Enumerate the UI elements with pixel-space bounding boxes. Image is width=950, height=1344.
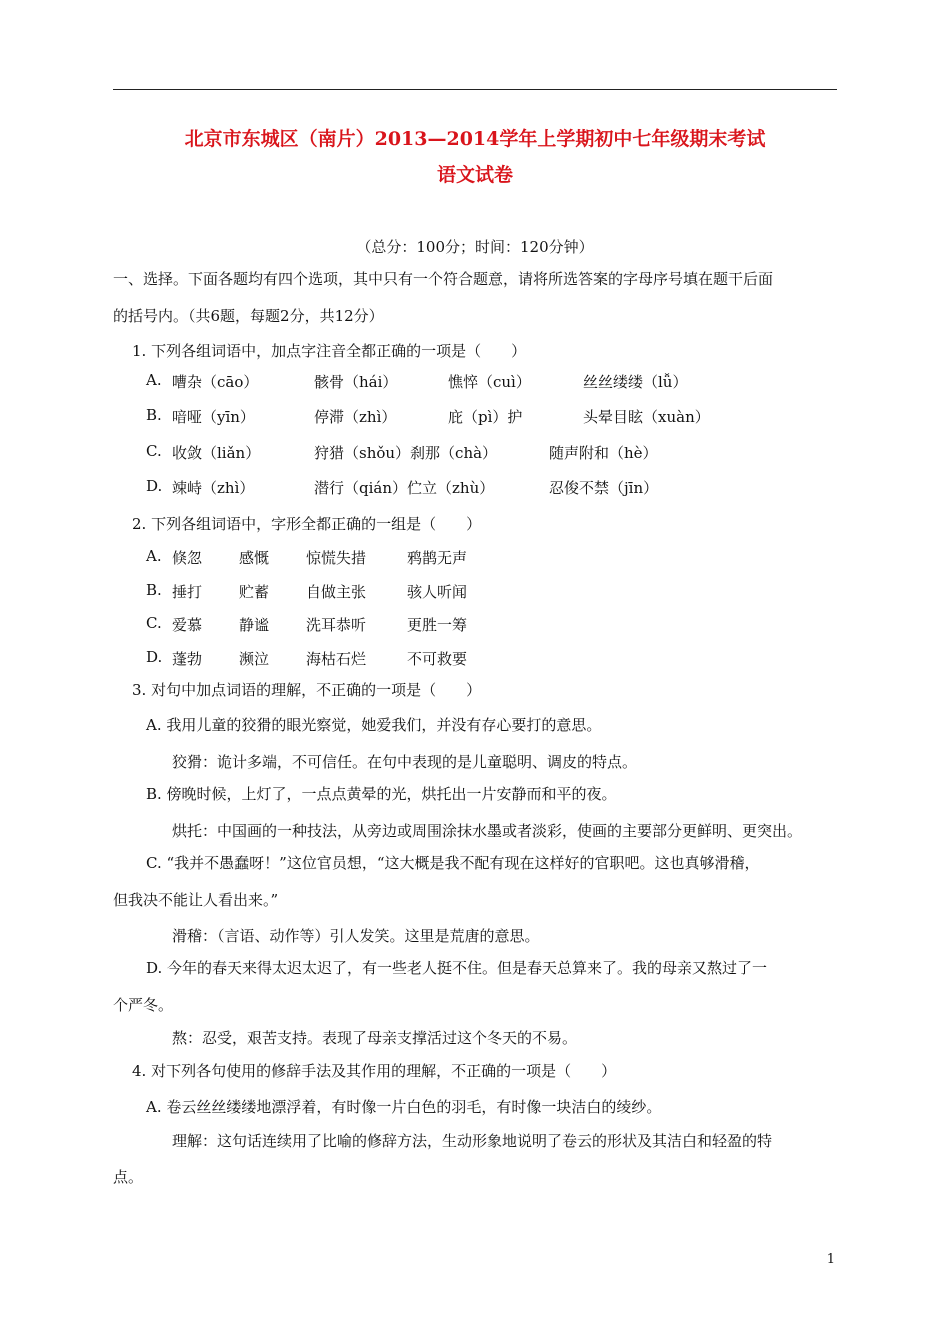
question-2-stem: 2. 下列各组词语中，字形全都正确的一组是（ ） <box>132 515 482 533</box>
option-item: 停滞（zhì） <box>314 408 397 426</box>
section-instruction-cont: 的括号内。（共6题，每题2分，共12分） <box>113 307 384 325</box>
option-label: C. <box>146 442 162 460</box>
option-item: 骸骨（hái） <box>314 373 398 391</box>
option-item: 竦峙（zhì） <box>172 479 255 497</box>
exam-meta: （总分：100分；时间：120分钟） <box>356 238 594 256</box>
option-label: B. <box>146 406 162 424</box>
option-item: 自做主张 <box>306 583 367 601</box>
option-item: 静谧 <box>239 616 270 634</box>
option-item: 洗耳恭听 <box>306 616 367 634</box>
option-a-note: 理解：这句话连续用了比喻的修辞方法，生动形象地说明了卷云的形状及其洁白和轻盈的特 <box>172 1132 773 1150</box>
question-1-stem: 1. 下列各组词语中，加点字注音全都正确的一项是（ ） <box>132 342 527 360</box>
option-b-note: 烘托：中国画的一种技法，从旁边或周围涂抹水墨或者淡彩，使画的主要部分更鲜明、更突出。 <box>172 822 803 840</box>
option-item: 收敛（liǎn） <box>172 444 261 462</box>
option-item: 贮蓄 <box>239 583 270 601</box>
option-d-cont: 个严冬。 <box>113 996 174 1014</box>
option-item: 随声附和（hè） <box>549 444 658 462</box>
option-d-note: 熬：忍受，艰苦支持。表现了母亲支撑活过这个冬天的不易。 <box>172 1029 578 1047</box>
option-item: 丝丝缕缕（lǚ） <box>583 373 688 391</box>
option-c-note: 滑稽：（言语、动作等）引人发笑。这里是荒唐的意思。 <box>172 927 540 945</box>
option-a: A. 卷云丝丝缕缕地漂浮着，有时像一片白色的羽毛，有时像一块洁白的绫纱。 <box>146 1098 662 1116</box>
top-rule <box>113 89 837 90</box>
option-item: 憔悴（cuì） <box>448 373 531 391</box>
option-item: 倏忽 <box>172 549 203 567</box>
option-item: 濒泣 <box>239 650 270 668</box>
option-label: D. <box>146 648 163 666</box>
option-label: C. <box>146 614 162 632</box>
option-item: 不可救要 <box>407 650 468 668</box>
option-item: 捶打 <box>172 583 203 601</box>
page-number: 1 <box>826 1252 835 1267</box>
option-item: 更胜一筹 <box>407 616 468 634</box>
option-item: 忍俊不禁（jīn） <box>549 479 659 497</box>
question-3-stem: 3. 对句中加点词语的理解，不正确的一项是（ ） <box>132 681 482 699</box>
option-label: A. <box>146 371 162 389</box>
option-label: D. <box>146 477 163 495</box>
option-a-note: 狡猾：诡计多端，不可信任。在句中表现的是儿童聪明、调皮的特点。 <box>172 753 638 771</box>
option-b: B. 傍晚时候，上灯了，一点点黄晕的光，烘托出一片安静而和平的夜。 <box>146 785 617 803</box>
option-item: 海枯石烂 <box>306 650 367 668</box>
option-item: 骇人听闻 <box>407 583 468 601</box>
option-item: 鸦鹊无声 <box>407 549 468 567</box>
option-label: B. <box>146 581 162 599</box>
option-item: 喑哑（yīn） <box>172 408 255 426</box>
option-a: A. 我用儿童的狡猾的眼光察觉，她爱我们，并没有存心要打的意思。 <box>146 716 602 734</box>
option-item: 狩猎（shǒu）刹那（chà） <box>314 444 498 462</box>
question-4-stem: 4. 对下列各句使用的修辞手法及其作用的理解，不正确的一项是（ ） <box>132 1062 617 1080</box>
option-item: 庇（pì）护 <box>448 408 523 426</box>
option-label: A. <box>146 547 162 565</box>
option-item: 潜行（qián）伫立（zhù） <box>314 479 495 497</box>
option-a-note-cont: 点。 <box>113 1168 144 1186</box>
option-item: 惊慌失措 <box>306 549 367 567</box>
option-item: 感慨 <box>239 549 270 567</box>
section-instruction: 一、选择。下面各题均有四个选项，其中只有一个符合题意，请将所选答案的字母序号填在题干后面 <box>113 270 774 288</box>
option-c: C. “我并不愚蠢呀！”这位官员想，“这大概是我不配有现在这样好的官职吧。这也真够滑稽， <box>146 854 760 872</box>
option-item: 嘈杂（cāo） <box>172 373 259 391</box>
document-subtitle: 语文试卷 <box>436 164 513 186</box>
option-item: 头晕目眩（xuàn） <box>583 408 710 426</box>
option-item: 蓬勃 <box>172 650 203 668</box>
option-item: 爱慕 <box>172 616 203 634</box>
document-title: 北京市东城区（南片）2013—2014学年上学期初中七年级期末考试 <box>184 128 766 150</box>
option-c-cont: 但我决不能让人看出来。” <box>113 891 279 909</box>
option-d: D. 今年的春天来得太迟太迟了，有一些老人挺不住。但是春天总算来了。我的母亲又熬过了一 <box>146 959 768 977</box>
